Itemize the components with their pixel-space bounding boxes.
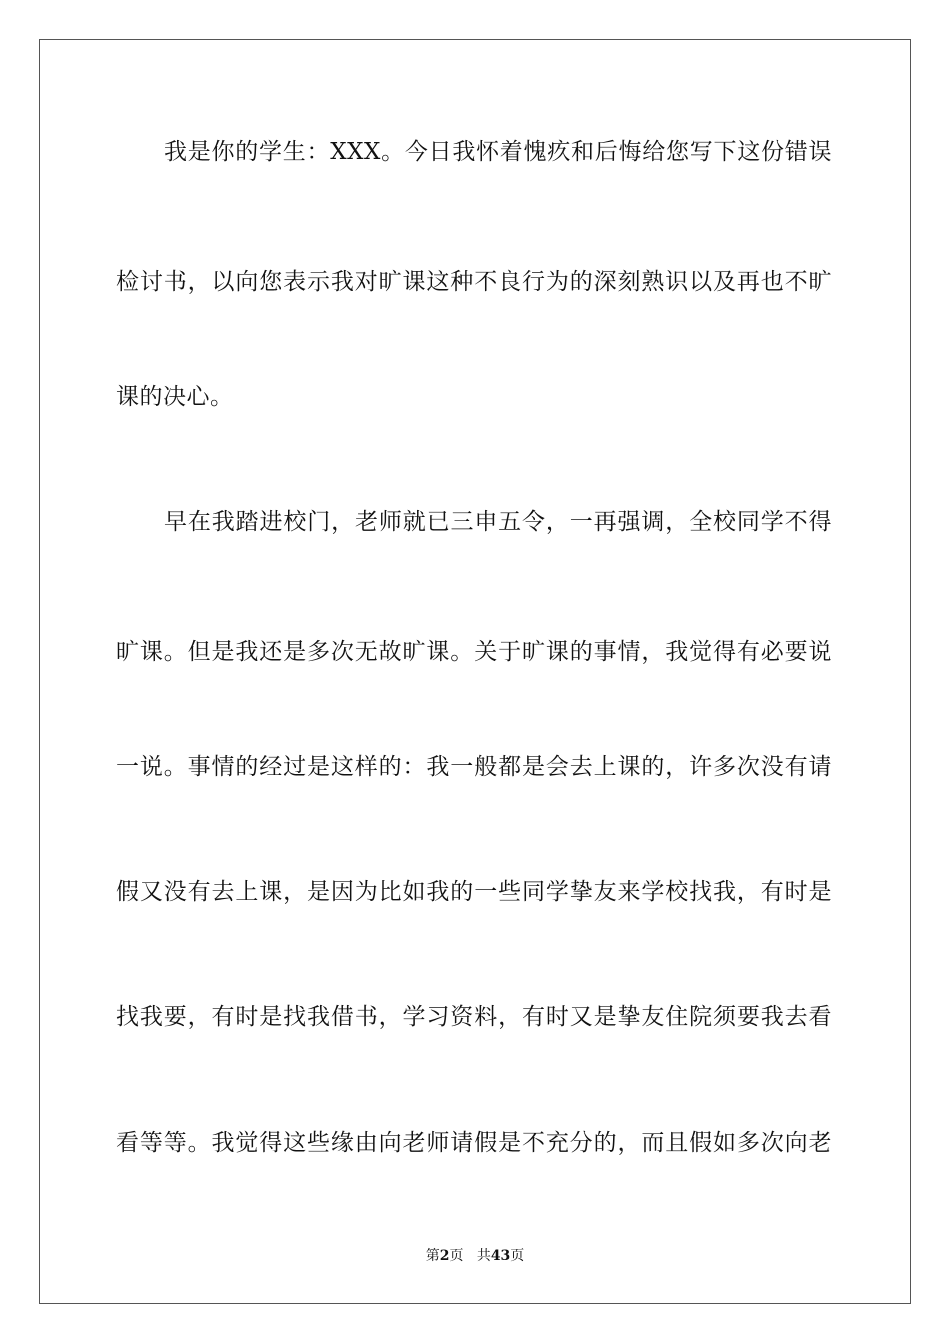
paragraph-2-line-4: 假又没有去上课，是因为比如我的一些同学挚友来学校找我，有时是 [116,879,832,905]
paragraph-1-line-1: 我是你的学生：XXX。今日我怀着愧疚和后悔给您写下这份错误 [164,139,832,165]
paragraph-2-line-3: 一说。事情的经过是这样的：我一般都是会去上课的，许多次没有请 [116,754,832,780]
page-suffix: 页 [449,1248,464,1264]
total-pages: 43 [490,1248,511,1264]
page-border [39,39,911,1304]
page-prefix: 第 [425,1248,440,1264]
paragraph-2-line-5: 找我要，有时是找我借书，学习资料，有时又是挚友住院须要我去看 [116,1004,832,1030]
paragraph-2-line-6: 看等等。我觉得这些缘由向老师请假是不充分的，而且假如多次向老 [116,1130,832,1156]
paragraph-2-line-2: 旷课。但是我还是多次无故旷课。关于旷课的事情，我觉得有必要说 [116,639,832,665]
total-prefix: 共 [476,1248,491,1264]
total-suffix: 页 [510,1248,525,1264]
page-footer [0,1247,950,1265]
paragraph-1-line-3: 课的决心。 [116,384,234,410]
paragraph-1-line-2: 检讨书，以向您表示我对旷课这种不良行为的深刻熟识以及再也不旷 [116,269,832,295]
paragraph-2-line-1: 早在我踏进校门，老师就已三申五令，一再强调，全校同学不得 [164,509,832,535]
page-number: 2 [439,1248,450,1264]
